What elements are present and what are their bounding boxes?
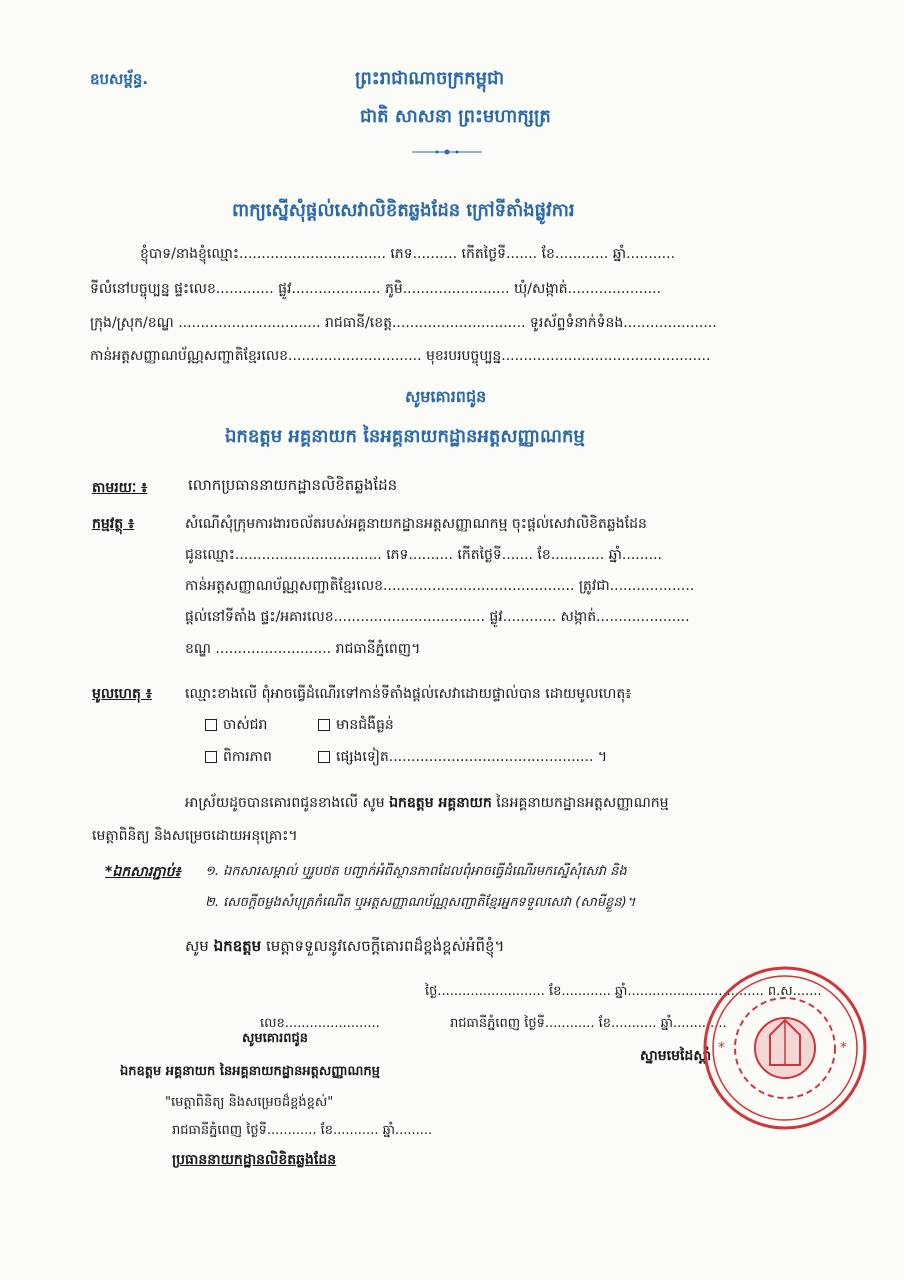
attachment-item-2: ២. សេចក្តីចម្លងសំបុត្រកំណើត ឬអត្តសញ្ញាណប័ណ្ណសញ្ជាតិខ្មែរអ្នកទទួលសេវា (សាមីខ្លួន)។ — [205, 895, 636, 910]
reason-text: ឈ្មោះខាងលើ ពុំអាចធ្វើដំណើរទៅកាន់ទីតាំងផ្តល់សេវាដោយផ្ទាល់បាន ដោយមូលហេតុ៖ — [185, 686, 632, 702]
subject-line-2: ជូនឈ្មោះ................................. ភេទ.......... កើតថ្ងៃទី....... ខែ............ ឆ្នាំ......... — [185, 547, 662, 563]
reason-label: មូលហេតុ ៖ — [92, 686, 152, 702]
official-seal — [700, 960, 870, 1135]
reason-option-label: ចាស់ជរា — [223, 717, 268, 733]
checkbox-elderly[interactable] — [205, 719, 217, 731]
applicant-date-line: រាជធានីភ្នំពេញ ថ្ងៃទី............ ខែ........... ឆ្នាំ............. — [450, 1016, 727, 1031]
closing-text-a: សូម — [185, 937, 209, 955]
closing-text-b: ឯកឧត្តម — [213, 937, 262, 955]
closing-text-c: មេត្តាទទួលនូវសេចក្តីគោរពដ៏ខ្ពង់ខ្ពស់អំពីខ្ញុំ។ — [265, 937, 505, 955]
svg-text:*: * — [718, 1040, 725, 1056]
applicant-line-3: ក្រុង/ស្រុក/ខណ្ឌ ................................ រាជធានី/ខេត្ត.............................. ទូរស័ព្ទទំនាក់ទំនង..................... — [90, 315, 717, 331]
reference-number: លេខ....................... — [260, 1016, 380, 1031]
reason-option-label: ផ្សេងទៀត.............................................. ។ — [336, 749, 608, 765]
attachments-label: *ឯកសារភ្ជាប់៖ — [105, 864, 181, 880]
reason-option-illness[interactable] — [318, 715, 394, 736]
through-label: តាមរយៈ ៖ — [92, 480, 148, 496]
endorse-date: រាជធានីភ្នំពេញ ថ្ងៃទី............ ខែ........... ឆ្នាំ......... — [172, 1123, 433, 1138]
request-line-1 — [185, 793, 669, 814]
endorse-respect: សូមគោរពជូន — [242, 1031, 309, 1046]
reason-option-label: ពិការភាព — [223, 749, 272, 765]
subject-line-4: ផ្តល់នៅទីតាំង ផ្ទះ/អគារលេខ.................................. ផ្លូវ............ សង្កាត់..................... — [185, 609, 690, 625]
form-number: ឧបសម្ព័ន្ធ. — [90, 70, 149, 88]
reason-option-label: មានជំងឺធ្ងន់ — [336, 717, 394, 733]
subject-label: កម្មវត្ថុ ៖ — [92, 516, 135, 532]
closing-line — [185, 937, 504, 959]
applicant-line-1: ខ្ញុំបាទ/នាងខ្ញុំឈ្មោះ................................. ភេទ.......... កើតថ្ងៃទី....... ខែ............ ឆ្នាំ........... — [140, 246, 676, 262]
subject-line-3: កាន់អត្តសញ្ញាណប័ណ្ណសញ្ជាតិខ្មែរលេខ........................................... ត្រូវជា................... — [185, 578, 695, 594]
thumbprint-label: ស្នាមមេដៃស្តាំ — [640, 1048, 712, 1064]
subject-line-1: សំណើសុំក្រុមការងារចល័តរបស់អគ្គនាយកដ្ឋានអត្តសញ្ញាណកម្ម ចុះផ្តល់សេវាលិខិតឆ្លងដែន — [185, 516, 647, 532]
endorse-recipient: ឯកឧត្តម អគ្គនាយក នៃអគ្គនាយកដ្ឋានអត្តសញ្ញាណកម្ម — [120, 1064, 380, 1079]
applicant-line-2: ទីលំនៅបច្ចុប្បន្ន ផ្ទះលេខ............. ផ្លូវ.................... ភូមិ........................ ឃុំ/សង្កាត់..................... — [90, 281, 662, 297]
attachment-item-1: ១. ឯកសារសម្គាល់ ឬរូបថត បញ្ជាក់អំពីស្ថានភាពដែលពុំអាចធ្វើដំណើរមកស្នើសុំសេវា និង — [205, 864, 627, 879]
request-text-c: នៃអគ្គនាយកដ្ឋានអត្តសញ្ញាណកម្ម — [496, 795, 669, 811]
reason-option-elderly[interactable] — [205, 715, 267, 736]
checkbox-illness[interactable] — [318, 719, 330, 731]
subject-line-5: ខណ្ឌ .......................... រាជធានីភ្នំពេញ។ — [185, 641, 421, 657]
checkbox-other[interactable] — [318, 751, 330, 763]
svg-text:*: * — [840, 1040, 847, 1056]
lunar-date-line: ថ្ងៃ.......................... ខែ............ ឆ្នាំ................................. ព.ស....... — [425, 984, 822, 999]
through-text: លោកប្រធាននាយកដ្ឋានលិខិតឆ្លងដែន — [188, 476, 398, 494]
checkbox-disability[interactable] — [205, 751, 217, 763]
request-line-2: មេត្តាពិនិត្យ និងសម្រេចដោយអនុគ្រោះ។ — [92, 828, 298, 844]
request-text-b: ឯកឧត្តម អគ្គនាយក — [389, 795, 492, 811]
kingdom-heading: ព្រះរាជាណាចក្រកម្ពុជា — [355, 68, 505, 89]
document-title: ពាក្យស្នើសុំផ្តល់សេវាលិខិតឆ្លងដែន ក្រៅទីតាំងផ្លូវការ — [232, 200, 575, 221]
applicant-line-4: កាន់អត្តសញ្ញាណប័ណ្ណសញ្ជាតិខ្មែរលេខ.............................. មុខរបរបច្ចុប្បន្ន............................................... — [90, 348, 711, 364]
ornament-divider — [412, 148, 482, 156]
endorse-note: "មេត្តាពិនិត្យ និងសម្រេចដ៏ខ្ពង់ខ្ពស់" — [165, 1095, 334, 1110]
addressee-recipient: ឯកឧត្តម អគ្គនាយក នៃអគ្គនាយកដ្ឋានអត្តសញ្ញាណកម្ម — [225, 426, 585, 447]
reason-option-disability[interactable] — [205, 747, 272, 768]
national-motto: ជាតិ សាសនា ព្រះមហាក្សត្រ — [360, 106, 551, 127]
endorse-signatory: ប្រធាននាយកដ្ឋានលិខិតឆ្លងដែន — [172, 1152, 337, 1168]
request-text-a: អាស្រ័យដូចបានគោរពជូនខាងលើ សូម — [185, 795, 385, 811]
respect-heading: សូមគោរពជូន — [405, 387, 487, 406]
reason-option-other[interactable] — [318, 747, 607, 768]
